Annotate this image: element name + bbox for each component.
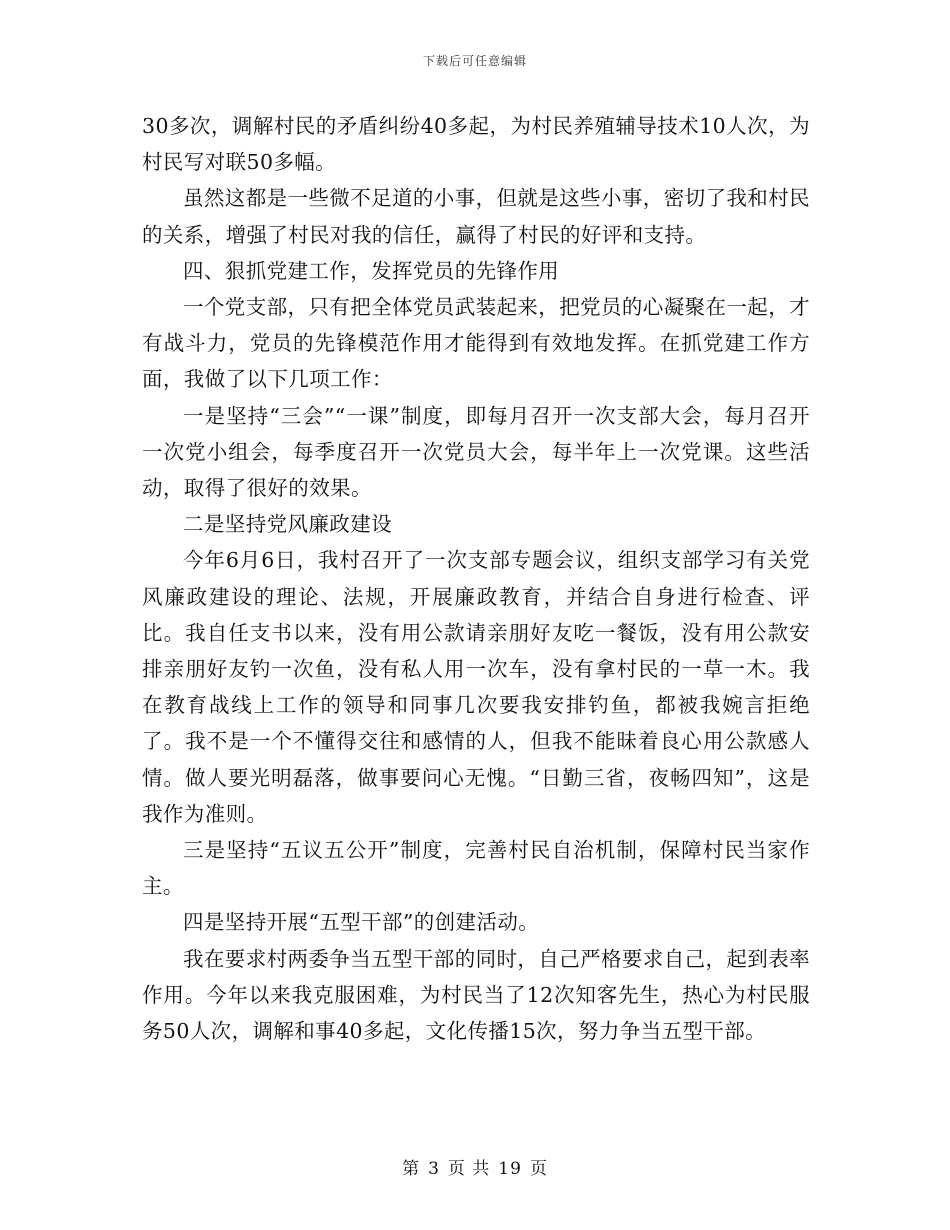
paragraph-4: 一是坚持“三会”“一课”制度，即每月召开一次支部大会，每月召开一次党小组会，每季度召开一次党员大会，每半年上一次党课。这些活动，取得了很好的效果。	[142, 403, 810, 501]
paragraph-6: 三是坚持“五议五公开”制度，完善村民自治机制，保障村民当家作主。	[142, 838, 810, 899]
footer-prefix: 第	[402, 1159, 421, 1179]
paragraph-7: 四是坚持开展“五型干部”的创建活动。	[183, 910, 540, 935]
paragraph-3: 一个党支部，只有把全体党员武装起来，把党员的心凝聚在一起，才有战斗力，党员的先锋模范作用才能得到有效地发挥。在抓党建工作方面，我做了以下几项工作：	[142, 295, 810, 392]
footer-total-pages: 19	[498, 1159, 522, 1179]
paragraph-2: 虽然这都是一些微不足道的小事，但就是这些小事，密切了我和村民的关系，增强了村民对我的信任，赢得了村民的好评和支持。	[142, 186, 810, 247]
footer-suffix: 页	[529, 1159, 548, 1179]
paragraph-1: 30多次，调解村民的矛盾纠纷40多起，为村民养殖辅导技术10人次，为村民写对联50多幅。	[142, 114, 810, 175]
paragraph-8: 我在要求村两委争当五型干部的同时，自己严格要求自己，起到表率作用。今年以来我克服困难，为村民当了12次知客先生，热心为村民服务50人次，调解和事40多起，文化传播15次，努力争当五型干部。	[142, 946, 810, 1044]
paragraph-5: 今年6月6日，我村召开了一次支部专题会议，组织支部学习有关党风廉政建设的理论、法规，开展廉政教育，并结合自身进行检查、评比。我自任支书以来，没有用公款请亲朋好友吃一餐饭，没有用公款安排亲朋好友钓一次鱼，没有私人用一次车，没有拿村民的一草一木。我在教育战线上工作的领导和同事几次要我安排钓鱼，都被我婉言拒绝了。我不是一个不懂得交往和感情的人，但我不能昧着良心用公款感人情。做人要光明磊落，做事要问心无愧。“日勤三省，夜畅四知”，这是我作为准则。	[142, 548, 810, 826]
page-header-note: 下载后可任意编辑	[422, 54, 527, 68]
sub-heading-2: 二是坚持党风廉政建设	[183, 512, 392, 537]
footer-current-page: 3	[428, 1159, 440, 1179]
page-number-footer	[0, 1154, 950, 1179]
footer-middle: 页 共	[447, 1159, 491, 1179]
document-body	[142, 108, 810, 1049]
section-heading-4: 四、狠抓党建工作，发挥党员的先锋作用	[183, 258, 560, 283]
